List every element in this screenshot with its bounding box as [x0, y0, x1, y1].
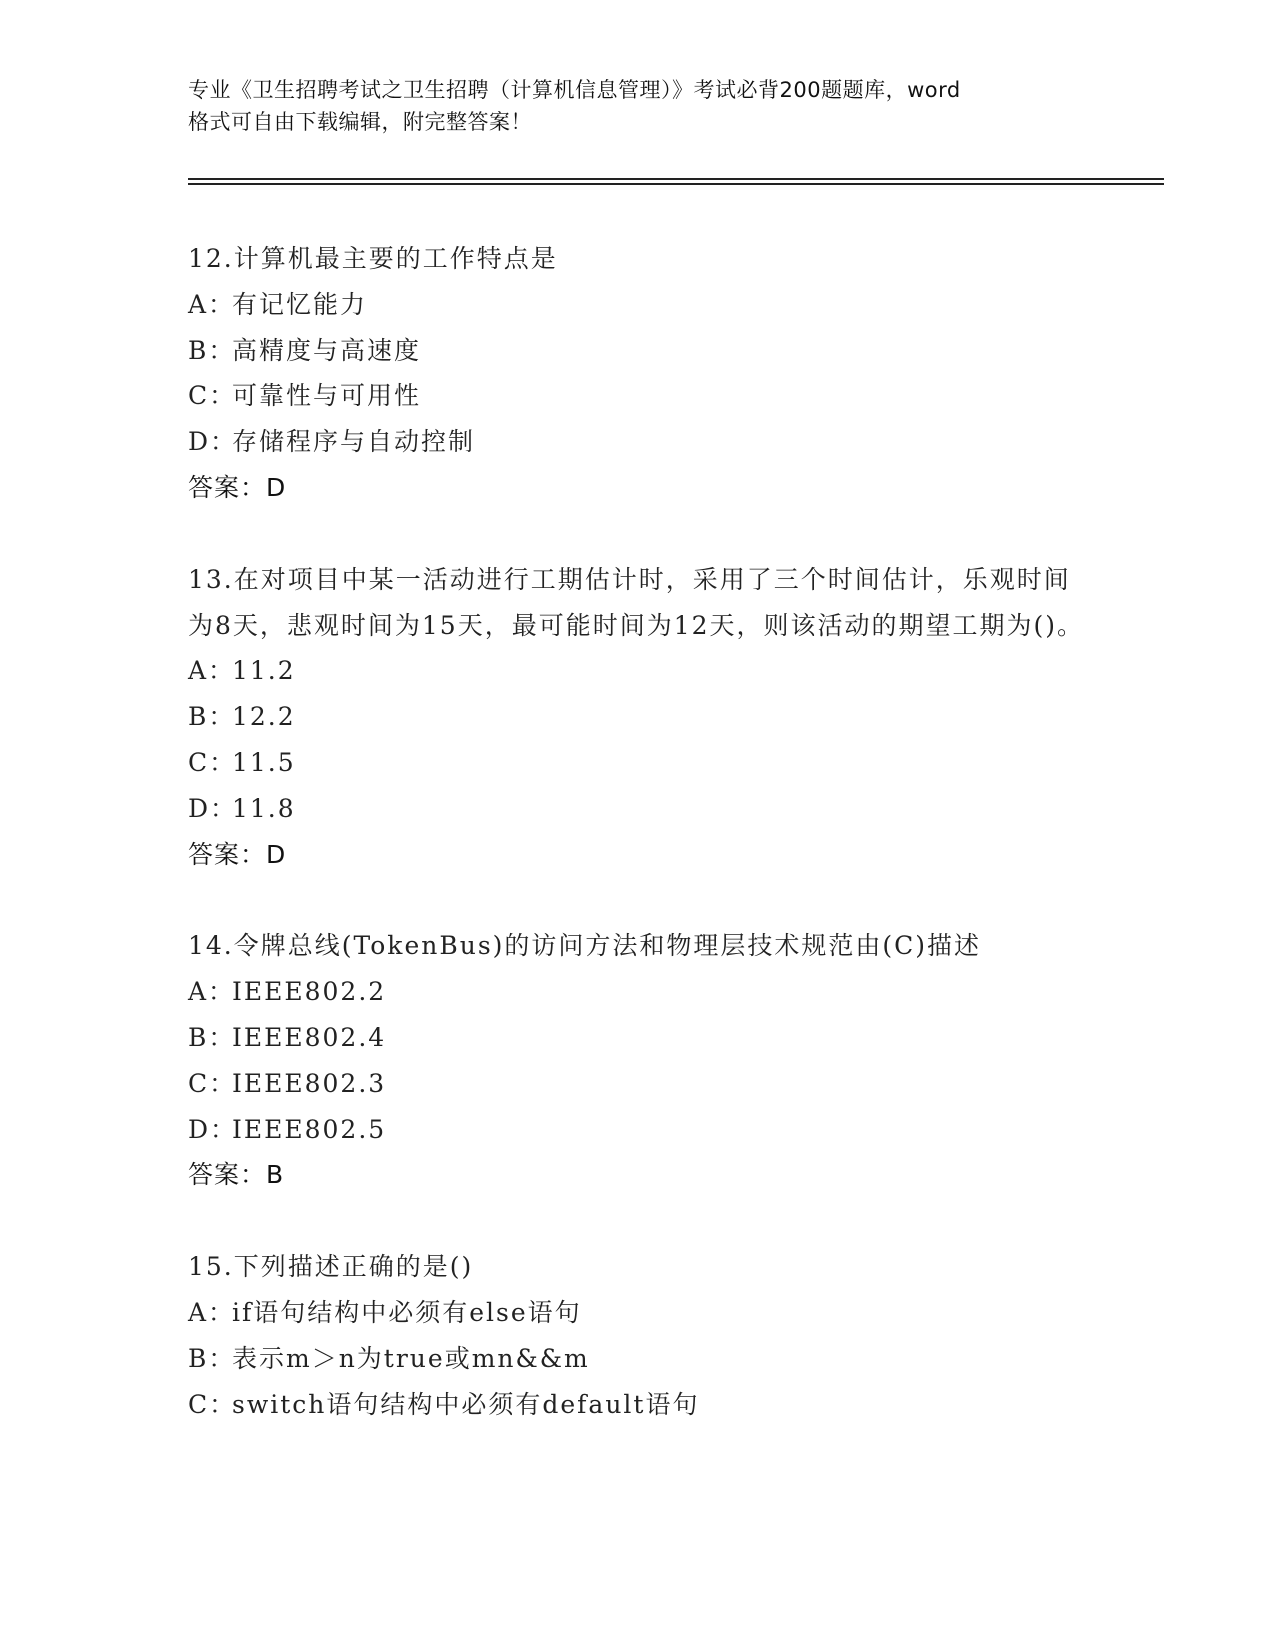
option-b: [188, 1336, 1128, 1382]
option-key: B：: [188, 335, 236, 365]
header-line-2: 格式可自由下载编辑，附完整答案！: [188, 110, 532, 134]
option-c: [188, 1061, 1128, 1107]
option-d: [188, 419, 1128, 465]
header-divider-top: [188, 178, 1164, 180]
option-key: A：: [188, 656, 236, 686]
option-text: IEEE802.5: [232, 1114, 387, 1144]
option-a: [188, 648, 1128, 694]
header-line-1: 专业《卫生招聘考试之卫生招聘（计算机信息管理）》考试必背200题题库，word: [188, 78, 961, 102]
question-text: 14.令牌总线(TokenBus)的访问方法和物理层技术规范由(C)描述: [188, 931, 982, 961]
option-text: 11.8: [232, 793, 296, 823]
question-text: 12.计算机最主要的工作特点是: [188, 244, 558, 273]
option-b: [188, 694, 1128, 740]
option-text: 12.2: [232, 702, 296, 732]
question-15: [188, 1244, 1128, 1427]
question-13: [188, 557, 1128, 878]
answer-label: 答案：D: [188, 472, 287, 502]
option-text: 存储程序与自动控制: [232, 427, 476, 457]
question-text: 13.在对项目中某一活动进行工期估计时，采用了三个时间估计，乐观时间为8天，悲观时间为15天，最可能时间为12天，则该活动的期望工期为()。: [188, 564, 1085, 640]
option-d: [188, 1107, 1128, 1153]
option-a: [188, 282, 1128, 328]
option-text: 有记忆能力: [232, 289, 368, 319]
option-text: 可靠性与可用性: [232, 381, 422, 411]
question-text: 15.下列描述正确的是(): [188, 1252, 474, 1282]
option-key: A：: [188, 977, 236, 1007]
option-key: D：: [188, 1114, 238, 1144]
option-a: [188, 969, 1128, 1015]
option-key: A：: [188, 1297, 236, 1327]
option-c: [188, 373, 1128, 419]
header-divider-bottom: [188, 183, 1164, 185]
option-d: [188, 786, 1128, 832]
option-key: C：: [188, 1389, 237, 1419]
option-text: 11.5: [232, 747, 296, 777]
option-key: A：: [188, 289, 236, 319]
option-b: [188, 328, 1128, 374]
option-c: [188, 740, 1128, 786]
option-key: C：: [188, 381, 237, 411]
question-12: [188, 236, 1128, 511]
option-key: B：: [188, 1022, 236, 1052]
option-text: IEEE802.3: [232, 1068, 387, 1098]
answer-label: 答案：B: [188, 1160, 285, 1190]
option-text: if语句结构中必须有else语句: [232, 1297, 582, 1327]
question-14: [188, 923, 1128, 1198]
option-key: B：: [188, 1343, 236, 1373]
option-text: switch语句结构中必须有default语句: [232, 1389, 700, 1419]
option-key: D：: [188, 427, 238, 457]
option-text: 11.2: [232, 656, 296, 686]
document-header: [188, 74, 1108, 138]
option-text: 表示m＞n为true或mn&&m: [232, 1343, 590, 1373]
option-a: [188, 1290, 1128, 1336]
option-c: [188, 1382, 1128, 1428]
answer-label: 答案：D: [188, 839, 287, 869]
option-key: C：: [188, 747, 237, 777]
option-text: IEEE802.4: [232, 1022, 387, 1052]
option-key: B：: [188, 702, 236, 732]
option-key: C：: [188, 1068, 237, 1098]
option-b: [188, 1015, 1128, 1061]
question-list: [188, 236, 1128, 1473]
option-key: D：: [188, 793, 238, 823]
option-text: 高精度与高速度: [232, 335, 422, 365]
option-text: IEEE802.2: [232, 977, 387, 1007]
